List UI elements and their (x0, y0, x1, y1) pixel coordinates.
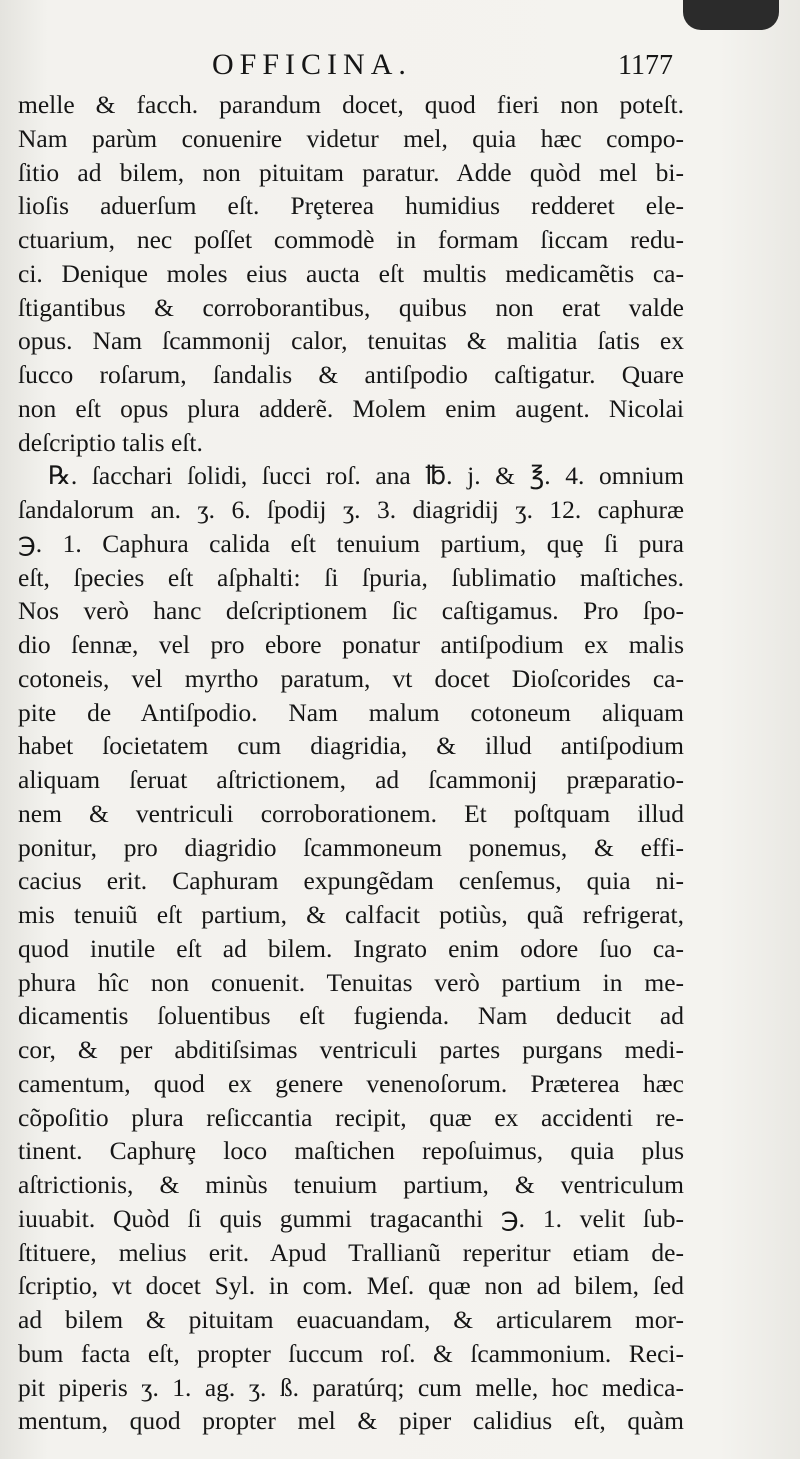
text-line: habet ſocietatem cum diagridia, & illud antiſpodium (18, 731, 684, 761)
text-line: bum facta eſt, propter ſuccum roſ. & ſcammonium. Reci- (18, 1338, 684, 1368)
text-line: opus. Nam ſcammonij calor, tenuitas & malitia ſatis ex (18, 326, 684, 356)
text-line: cõpoſitio plura reſiccantia recipit, quæ ex accidenti re- (18, 1102, 684, 1132)
text-line: mis tenuiũ eſt partium, & calfacit potiùs, quã refrigerat, (18, 900, 684, 929)
text-line: ſcriptio, vt docet Syl. in com. Meſ. quæ non ad bilem, ſed (18, 1271, 684, 1301)
text-line: ponitur, pro diagridio ſcammoneum ponemus, & effi- (18, 832, 684, 862)
text-line: nem & ventriculi corroborationem. Et poſtquam illud (18, 798, 684, 828)
text-line: quod inutile eſt ad bilem. Ingrato enim odore ſuo ca- (18, 933, 684, 963)
body-text (18, 88, 684, 1438)
text-line: phura hîc non conuenit. Tenuitas verò partium in me- (18, 967, 684, 997)
page-header (0, 46, 800, 92)
text-line: ci. Denique moles eius aucta eſt multis medicamẽtis ca- (18, 258, 684, 288)
text-line: pit piperis ʒ. 1. ag. ʒ. ß. paratúrq; cum melle, hoc medica- (18, 1372, 684, 1402)
text-line: melle & facch. parandum docet, quod fieri non poteſt. (18, 90, 684, 119)
text-line: aſtrictionis, & minùs tenuium partium, & ventriculum (18, 1170, 684, 1199)
text-line: iuuabit. Quòd ſi quis gummi tragacanthi ℈. 1. velit ſub- (18, 1203, 684, 1233)
text-line: ſitio ad bilem, non pituitam paratur. Adde quòd mel bi- (18, 157, 684, 187)
text-line: tinent. Caphurȩ loco maſtichen repoſuimus, quia plus (18, 1136, 684, 1166)
text-line: lioſis aduerſum eſt. Prȩterea humidius redderet ele- (18, 191, 684, 221)
text-line: Nam parùm conuenire videtur mel, quia hæc compo- (18, 123, 684, 153)
text-line: dicamentis ſoluentibus eſt fugienda. Nam deducit ad (18, 1001, 684, 1031)
text-line: dio ſennæ, vel pro ebore ponatur antiſpodium ex malis (18, 630, 684, 659)
running-title: OFFICINA. (212, 48, 412, 81)
text-line: non eſt opus plura adderẽ. Molem enim augent. Nicolai (18, 393, 684, 423)
text-line: ℞. ſacchari ſolidi, ſucci roſ. ana ℔. j. & ℥. 4. omnium (48, 461, 684, 491)
text-line: cor, & per abditiſsimas ventriculi partes purgans medi- (18, 1035, 684, 1064)
text-line: pite de Antiſpodio. Nam malum cotoneum aliquam (18, 697, 684, 727)
text-line: Nos verò hanc deſcriptionem ſic caſtigamus. Pro ſpo- (18, 596, 684, 626)
text-line: aliquam ſeruat aſtrictionem, ad ſcammonij præparatio- (18, 765, 684, 794)
page-tab-marker (683, 0, 779, 30)
text-line: camentum, quod ex genere venenoſorum. Præterea hæc (18, 1068, 684, 1098)
text-line: cacius erit. Caphuram expungẽdam cenſemus, quia ni- (18, 866, 684, 896)
text-line: ad bilem & pituitam euacuandam, & articularem mor- (18, 1305, 684, 1334)
text-line: mentum, quod propter mel & piper calidius eſt, quàm (18, 1406, 684, 1436)
text-line: cotoneis, vel myrtho paratum, vt docet Dioſcorides ca- (18, 663, 684, 693)
text-line: ſucco roſarum, ſandalis & antiſpodio caſtigatur. Quare (18, 360, 684, 389)
text-line: deſcriptio talis eſt. (18, 427, 203, 457)
text-line: eſt, ſpecies eſt aſphalti: ſi ſpuria, ſublimatio maſtiches. (18, 562, 684, 592)
text-line: ſandalorum an. ʒ. 6. ſpodij ʒ. 3. diagridij ʒ. 12. caphuræ (18, 495, 684, 524)
text-line: ℈. 1. Caphura calida eſt tenuium partium, quȩ ſi pura (18, 528, 684, 558)
page-number: 1177 (618, 50, 673, 81)
text-line: ſtituere, melius erit. Apud Trallianũ reperitur etiam de- (18, 1237, 684, 1267)
text-line: ctuarium, nec poſſet commodè in formam ſiccam redu- (18, 225, 684, 254)
text-line: ſtigantibus & corroborantibus, quibus non erat valde (18, 292, 684, 322)
